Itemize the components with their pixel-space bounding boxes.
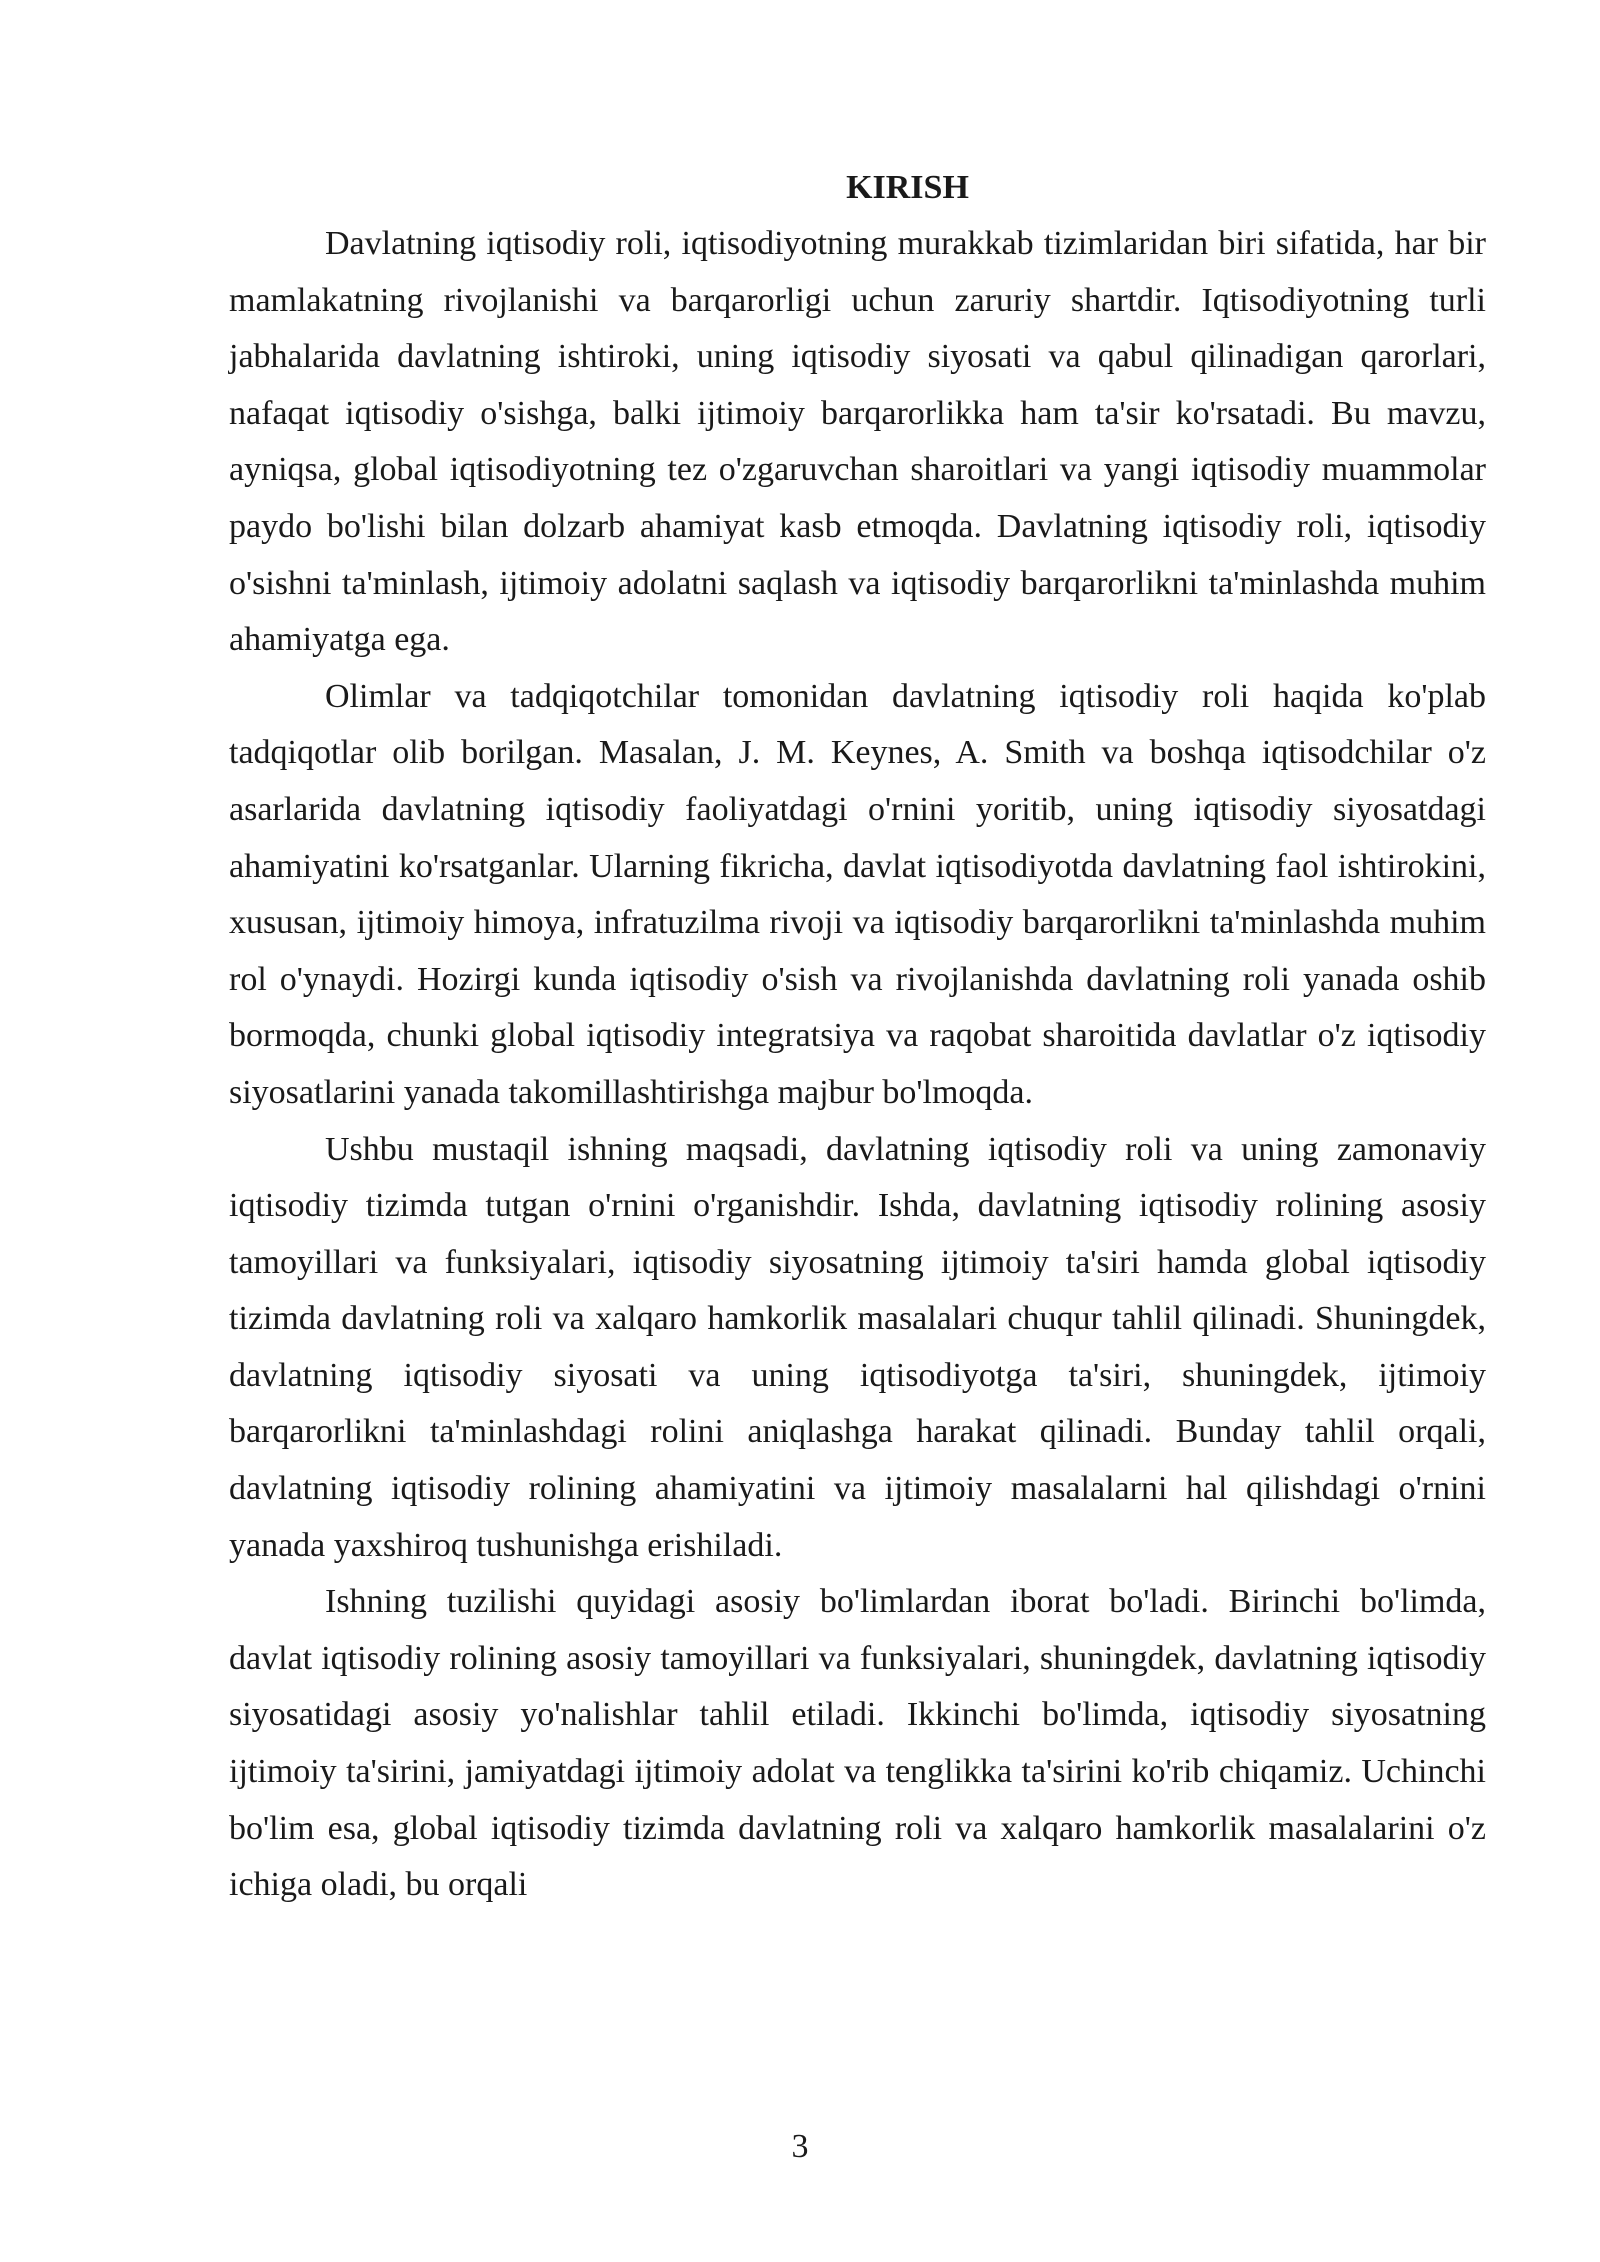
section-heading: KIRISH (846, 169, 969, 206)
paragraph-3: Ushbu mustaqil ishning maqsadi, davlatning iqtisodiy roli va uning zamonaviy iqtisodiy tizimda tutgan o'rnini o'rganishdir. Ishda, davlatning iqtisodiy rolining asosiy tamoyillari va funksiyalari, iqtisodiy siyosatning ijtimoiy ta'siri hamda global iqtisodiy tizimda davlatning roli va xalqaro hamkorlik masalalari chuqur tahlil qilinadi. Shuningdek, davlatning iqtisodiy siyosati va uning iqtisodiyotga ta'siri, shuningdek, ijtimoiy barqarorlikni ta'minlashdagi rolini aniqlashga harakat qilinadi. Bunday tahlil orqali, davlatning iqtisodiy rolining ahamiyatini va ijtimoiy masalalarni hal qilishdagi o'rnini yanada yaxshiroq tushunishga erishiladi. (229, 1130, 1486, 1564)
paragraph-4: Ishning tuzilishi quyidagi asosiy bo'limlardan iborat bo'ladi. Birinchi bo'limda, davlat iqtisodiy rolining asosiy tamoyillari va funksiyalari, shuningdek, davlatning iqtisodiy siyosatidagi asosiy yo'nalishlar tahlil etiladi. Ikkinchi bo'limda, iqtisodiy siyosatning ijtimoiy ta'sirini, jamiyatdagi ijtimoiy adolat va tenglikka ta'sirini ko'rib chiqamiz. Uchinchi bo'lim esa, global iqtisodiy tizimda davlatning roli va xalqaro hamkorlik masalalarini o'z ichiga oladi, bu orqali (229, 1583, 1486, 1904)
paragraph-2: Olimlar va tadqiqotchilar tomonidan davlatning iqtisodiy roli haqida ko'plab tadqiqotlar olib borilgan. Masalan, J. M. Keynes, A. Smith va boshqa iqtisodchilar o'z asarlarida davlatning iqtisodiy faoliyatdagi o'rnini yoritib, uning iqtisodiy siyosatdagi ahamiyatini ko'rsatganlar. Ularning fikricha, davlat iqtisodiyotda davlatning faol ishtirokini, xususan, ijtimoiy himoya, infratuzilma rivoji va iqtisodiy barqarorlikni ta'minlashda muhim rol o'ynaydi. Hozirgi kunda iqtisodiy o'sish va rivojlanishda davlatning roli yanada oshib bormoqda, chunki global iqtisodiy integratsiya va raqobat sharoitida davlatlar o'z iqtisodiy siyosatlarini yanada takomillashtirishga majbur bo'lmoqda. (229, 677, 1486, 1111)
document-page (229, 160, 1486, 1914)
paragraph-1: Davlatning iqtisodiy roli, iqtisodiyotning murakkab tizimlaridan biri sifatida, har bir mamlakatning rivojlanishi va barqarorligi uchun zaruriy shartdir. Iqtisodiyotning turli jabhalarida davlatning ishtiroki, uning iqtisodiy siyosati va qabul qilinadigan qarorlari, nafaqat iqtisodiy o'sishga, balki ijtimoiy barqarorlikka ham ta'sir ko'rsatadi. Bu mavzu, ayniqsa, global iqtisodiyotning tez o'zgaruvchan sharoitlari va yangi iqtisodiy muammolar paydo bo'lishi bilan dolzarb ahamiyat kasb etmoqda. Davlatning iqtisodiy roli, iqtisodiy o'sishni ta'minlash, ijtimoiy adolatni saqlash va iqtisodiy barqarorlikni ta'minlashda muhim ahamiyatga ega. (229, 225, 1486, 659)
page-number: 3 (791, 2128, 809, 2165)
